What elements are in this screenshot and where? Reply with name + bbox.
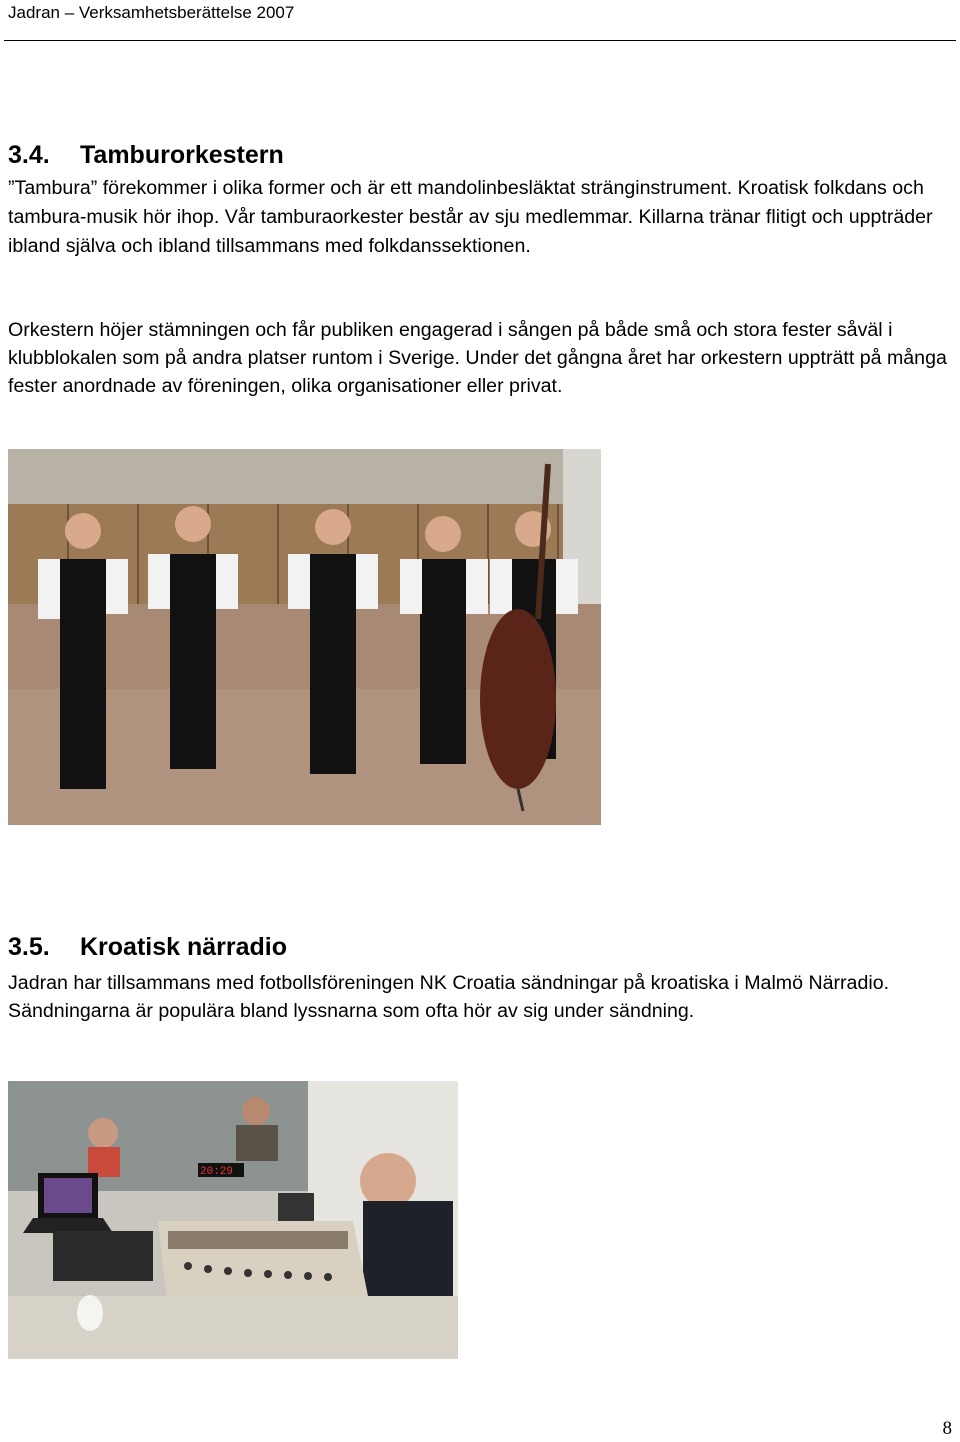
coffee-cup (77, 1295, 103, 1331)
orchestra-photo (8, 449, 601, 825)
section-number: 3.5. (8, 933, 50, 961)
section-number: 3.4. (8, 141, 50, 169)
tambura-paragraph-2: Orkestern höjer stämningen och får publiken engagerad i sången på både små och stora fester såväl i klubblokalen som på andra platser runtom i Sverige. Under det gångna året har orkestern uppträtt på många fester anordnade av föreningen, olika organisationer eller privat. (8, 319, 947, 397)
radio-studio-photo (8, 1081, 458, 1359)
section-title-3-4 (8, 140, 284, 170)
radio-paragraph-1: Jadran har tillsammans med fotbollsföreningen NK Croatia sändningar på kroatiska i Malmö Närradio. Sändningarna är populära bland lyssnarna som ofta hör av sig under sändning. (8, 972, 890, 1022)
running-header: Jadran – Verksamhetsberättelse 2007 (8, 3, 295, 22)
header-rule (4, 40, 956, 41)
tambura-paragraph-1: ”Tambura” förekommer i olika former och är ett mandolinbesläktat stränginstrument. Kroatisk folkdans och tambura-musik hör ihop. Vår tamburaorkester består av sju medlemmar. Killarna tränar flitigt och uppträder ibland själva och ibland tillsammans med folkdanssektionen. (8, 177, 933, 257)
monitor (278, 1193, 314, 1223)
section-heading: Tamburorkestern (80, 141, 284, 169)
rack-equipment (53, 1231, 153, 1281)
page-number: 8 (942, 1418, 952, 1439)
section-heading: Kroatisk närradio (80, 933, 288, 961)
clock-display-text: 20:29 (200, 1166, 234, 1178)
section-title-3-5 (8, 932, 287, 962)
